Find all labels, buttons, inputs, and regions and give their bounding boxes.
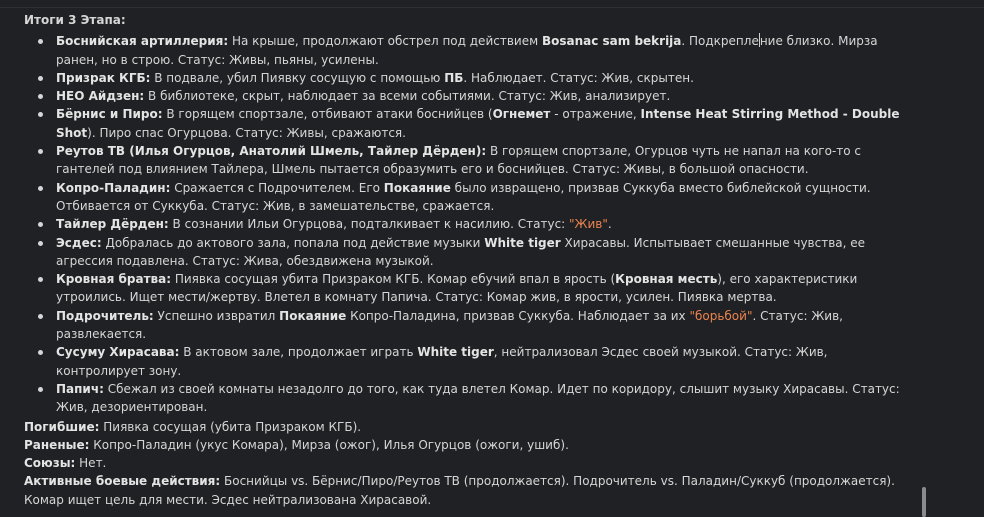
bold-text: Кровная месть: [615, 272, 718, 287]
item-text: . Наблюдает. Статус: Жив, скрытен.: [463, 70, 694, 85]
dead-text: Пиявка сосущая (убита Призраком КГБ).: [99, 419, 362, 434]
scrollbar-thumb[interactable]: [922, 487, 926, 517]
bold-text: Покаяние: [383, 180, 451, 195]
bold-text: Призрак КГБ:: [56, 70, 151, 85]
item-text: В актовом зале, продолжает играть: [179, 345, 418, 360]
bold-text: White tiger: [484, 235, 561, 250]
combat-text: Боснийцы vs. Бёрнис/Пиро/Реутов ТВ (продолжается). Подрочитель vs. Паладин/Суккуб (продолжается). Комар ищет цель для мести. Эсдес нейтрализована Хирасавой.: [24, 474, 895, 507]
combat-line: [24, 472, 902, 509]
item-text: ), его характеристики утроились. Ищет мести/жертву. Влетел в комнату Папича. Статус: Комар жив, в ярости, усилен. Пиявка мертва.: [56, 272, 858, 305]
item-text: - отражение,: [550, 107, 641, 122]
bold-text: Тайлер Дёрден:: [56, 217, 169, 232]
bullet-icon: [38, 112, 43, 117]
item-text: Сражается с Подрочителем. Его: [170, 180, 384, 195]
stage-summary-list: [24, 32, 902, 416]
summary-list-item: [56, 69, 902, 87]
item-text: , нейтрализовал Эсдес своей музыкой. Статус: Жив, контролирует зону.: [56, 345, 828, 378]
top-divider: [0, 0, 984, 8]
item-text: Пиявка сосущая убита Призраком КГБ. Комар ебучий впал в ярость (: [171, 272, 616, 287]
bold-text: Боснийская артиллерия:: [56, 34, 229, 49]
item-text: . Статус: Жив, развлекается.: [56, 308, 843, 342]
bold-text: Bosanac sam bekrija: [541, 34, 682, 49]
summary-list-item: [56, 142, 902, 179]
item-text: . Подкрепле: [681, 34, 759, 49]
bold-text: Intense Heat Stirring Method - Double Shot: [56, 107, 900, 140]
summary-list-item: [56, 32, 902, 69]
summary-list-item: [56, 105, 902, 142]
bold-text: Копро-Паладин:: [56, 180, 171, 195]
bullet-icon: [38, 39, 43, 44]
bold-text: Бёрнис и Пиро:: [56, 107, 163, 122]
bullet-icon: [38, 350, 43, 355]
bullet-icon: [38, 149, 43, 154]
bullet-icon: [38, 76, 43, 81]
bullet-icon: [38, 241, 43, 246]
highlighted-text: "борьбой": [689, 308, 753, 323]
bullet-icon: [38, 314, 43, 319]
bold-text: Огнемет: [492, 107, 551, 122]
bullet-icon: [38, 387, 43, 392]
item-text: Сбежал из своей комнаты незадолго до того, как туда влетел Комар. Идет по коридору, слышит музыку Хирасавы. Статус: Жив, дезориентирован.: [56, 381, 900, 415]
item-text: Копро-Паладина, призвав Суккуба. Наблюдает за их: [346, 308, 690, 323]
bold-text: White tiger: [417, 345, 494, 360]
wounded-line: [24, 436, 902, 454]
item-text: В сознании Ильи Огурцова, подталкивает к насилию. Статус:: [168, 217, 570, 232]
dead-line: [24, 418, 902, 436]
summary-list-item: [56, 179, 902, 216]
alliances-text: Нет.: [75, 456, 107, 471]
item-text: В горящем спортзале, отбивают атаки боснийцев (: [162, 107, 493, 122]
item-text: ние близко. Мирза ранен, но в строю. Статус: Живы, пьяны, усилены.: [56, 34, 878, 67]
item-text: Успешно извратил: [153, 308, 280, 323]
bold-text: Кровная братва:: [56, 272, 172, 287]
alliances-label: Союзы:: [24, 456, 76, 471]
item-text: В подвале, убил Пиявку сосущую с помощью: [150, 70, 445, 85]
bold-text: Сусуму Хирасава:: [56, 345, 180, 360]
item-text: В библиотеке, скрыт, наблюдает за всеми событиями. Статус: Жив, анализирует.: [144, 89, 671, 104]
bullet-icon: [38, 277, 43, 282]
dead-label: Погибшие:: [24, 419, 100, 434]
highlighted-text: "Жив": [569, 217, 608, 232]
bullet-icon: [38, 222, 43, 227]
item-text: В горящем спортзале, Огурцов чуть не напал на кого-то с гантелей под влиянием Тайлера, Шмель пытается образумить его и боснийцев. Статус: Живы, в большой опасности.: [56, 144, 862, 177]
wounded-text: Копро-Паладин (укус Комара), Мирза (ожог), Илья Огурцов (ожоги, ушиб).: [89, 437, 569, 452]
summary-list-item: [56, 270, 902, 307]
bold-text: ПБ: [444, 70, 464, 85]
wounded-label: Раненые:: [24, 437, 90, 452]
summary-list-item: [56, 343, 902, 380]
alliances-line: [24, 454, 902, 472]
item-text: .: [607, 217, 612, 232]
item-text: Добралась до актового зала, попала под действие музыки: [101, 235, 485, 250]
summary-footer: [24, 418, 902, 509]
bullet-icon: [38, 94, 43, 99]
bold-text: Эсдес:: [56, 235, 102, 250]
summary-list-item: [56, 234, 902, 271]
summary-list-item: [56, 380, 902, 417]
item-text: На крыше, продолжают обстрел под действием: [228, 34, 542, 49]
bold-text: Папич:: [56, 381, 104, 396]
bold-text: Покаяние: [279, 308, 347, 323]
bold-text: Подрочитель:: [56, 308, 154, 323]
summary-list-item: [56, 307, 902, 344]
summary-list-item: [56, 215, 902, 233]
bullet-icon: [38, 186, 43, 191]
summary-list-item: [56, 87, 902, 105]
stage-summary-heading: Итоги 3 Этапа:: [24, 13, 126, 27]
bold-text: Реутов ТВ (Илья Огурцов, Анатолий Шмель, Тайлер Дёрден):: [56, 144, 487, 159]
item-text: ). Пиро спас Огурцова. Статус: Живы, сражаются.: [87, 125, 406, 140]
bold-text: НЕО Айдзен:: [56, 89, 145, 104]
chat-message: [24, 11, 902, 509]
item-text: было извращено, призвав Суккуба вместо библейской сущности. Отбивается от Суккуба. Статус: Жив, в замешательстве, сражается.: [56, 180, 871, 213]
item-text: Хирасавы. Испытывает смешанные чувства, ее агрессия подавлена. Статус: Жива, обездвижена музыкой.: [56, 235, 866, 268]
combat-label: Активные боевые действия:: [24, 474, 221, 489]
